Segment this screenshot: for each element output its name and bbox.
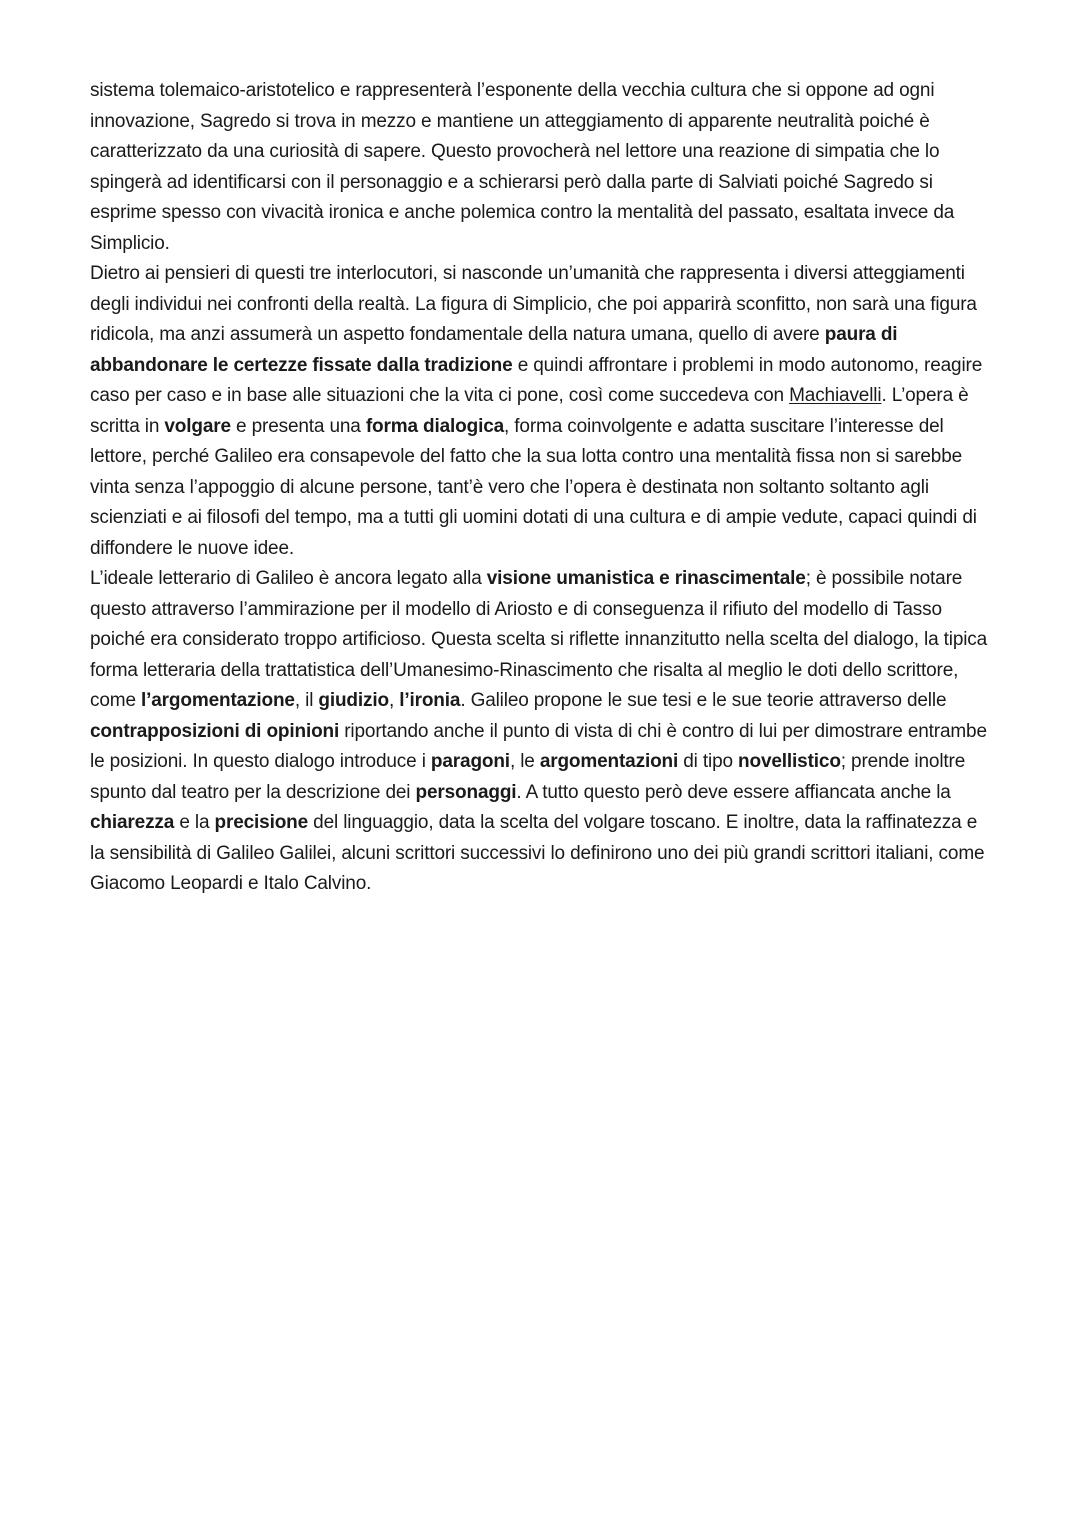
text-span: sistema tolemaico-aristotelico e rappresenterà l’esponente della vecchia cultura che si oppone ad ogni innovazione, Sagredo si trova in mezzo e mantiene un atteggiamento di apparente neutralità poiché è caratterizzato da una curiosità di sapere. Questo provocherà nel lettore una reazione di simpatia che lo spingerà ad identificarsi con il personaggio e a schierarsi però dalla parte di Salviati poiché Sagredo si esprime spesso con vivacità ironica e anche polemica contro la mentalità del passato, esaltata invece da Simplicio. <box>90 80 955 254</box>
text-span: . A tutto questo però deve essere affiancata anche la <box>516 781 951 803</box>
text-span: , le <box>509 751 540 772</box>
text-span: , forma coinvolgente e adatta suscitare l’interesse del lettore, perché Galileo era consapevole del fatto che la sua lotta contro una mentalità fissa non si sarebbe vinta senza l’appoggio di alcune persone, tant’è vero che l’opera è destinata non soltanto soltanto agli scienziati e ai filosofi del tempo, ma a tutti gli uomini dotati di una cultura e di ampie vedute, capaci quindi di diffondere le nuove idee. <box>90 415 977 559</box>
text-span: , <box>388 690 400 711</box>
text-span: ; prende inoltre spunto dal teatro per la descrizione dei <box>90 751 966 803</box>
text-span: di tipo <box>678 751 739 772</box>
bold-text: chiarezza <box>90 812 175 833</box>
paragraph-ideale-letterario <box>90 564 990 900</box>
text-span: e presenta una <box>230 415 366 437</box>
document-body <box>90 76 990 900</box>
bold-text: volgare <box>164 415 231 437</box>
text-span: . Galileo propone le sue tesi e le sue teorie attraverso delle <box>460 690 947 711</box>
bold-text: visione umanistica e rinascimentale <box>486 568 806 589</box>
paragraph-sistema-tolemaico <box>90 76 990 259</box>
bold-text: precisione <box>214 812 309 833</box>
bold-text: l’ironia <box>399 690 461 711</box>
bold-text: l’argomentazione <box>141 690 295 711</box>
text-span: e quindi affrontare i problemi in modo autonomo, reagire caso per caso e in base alle situazioni che la vita ci pone, così come succedeva con <box>90 354 983 406</box>
bold-text: paragoni <box>430 751 510 772</box>
text-span: riportando anche il punto di vista di chi è contro di lui per dimostrare entrambe le posizioni. In questo dialogo introduce i <box>90 720 987 772</box>
bold-text: personaggi <box>415 781 517 803</box>
text-span: . L’opera è scritta in <box>90 385 969 437</box>
bold-text: novellistico <box>738 751 841 772</box>
text-span: L’ideale letterario di Galileo è ancora legato alla <box>90 568 487 589</box>
text-span: , il <box>294 690 319 711</box>
bold-text: paura di abbandonare le certezze fissate dalla tradizione <box>90 324 898 376</box>
bold-text: contrapposizioni di opinioni <box>90 720 340 742</box>
text-span: del linguaggio, data la scelta del volgare toscano. E inoltre, data la raffinatezza e la sensibilità di Galileo Galilei, alcuni scrittori successivi lo definirono uno dei più grandi scrittori italiani, come Giacomo Leopardi e Italo Calvino. <box>90 812 985 894</box>
bold-text: argomentazioni <box>539 751 679 772</box>
text-span: ; è possibile notare questo attraverso l’ammirazione per il modello di Ariosto e di conseguenza il rifiuto del modello di Tasso poiché era considerato troppo artificioso. Questa scelta si riflette innanzitutto nella scelta del dialogo, la tipica forma letteraria della trattatistica dell’Umanesimo-Rinascimento che risalta al meglio le doti dello scrittore, come <box>90 568 988 711</box>
text-span: Dietro ai pensieri di questi tre interlocutori, si nasconde un’umanità che rappresenta i diversi atteggiamenti degli individui nei confronti della realtà. La figura di Simplicio, che poi apparirà sconfitto, non sarà una figura ridicola, ma anzi assumerà un aspetto fondamentale della natura umana, quello di avere <box>90 263 977 345</box>
paragraph-interlocutori <box>90 259 990 564</box>
machiavelli-link[interactable]: Machiavelli <box>789 385 882 406</box>
bold-text: giudizio <box>318 690 389 711</box>
text-span: e la <box>174 812 215 833</box>
bold-text: forma dialogica <box>365 415 505 437</box>
